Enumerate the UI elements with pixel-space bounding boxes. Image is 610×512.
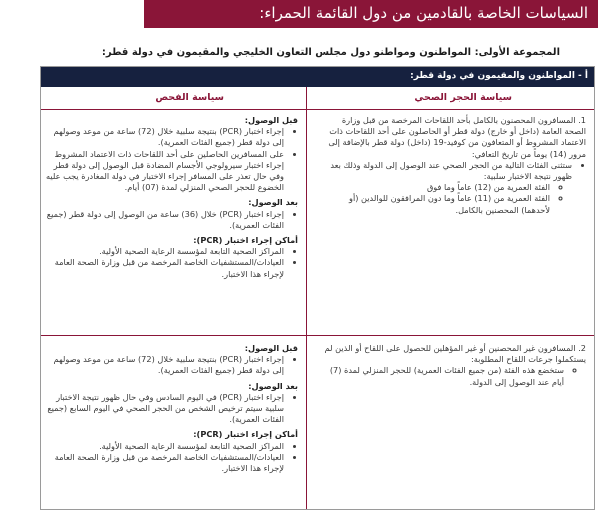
row2-test-place-item: • المراكز الصحية التابعة لمؤسسة الرعاية الصحية الأولية. [46,441,284,452]
row1-test-place-item: • العيادات/المستشفيات الخاصة المرخصة من قبل وزارة الصحة العامة لإجراء هذا الاختبار. [46,257,284,279]
row2-after-item: • إجراء اختبار (PCR) في اليوم السادس وفي حال ظهور نتيجة الاختبار سلبية سيتم ترخيص الشخص من الحجر الصحي في اليوم السابع (جميع الفئات العمرية). [46,392,284,426]
row1-quarantine-sub-item: ◦ الفئة العمرية من (11) عاماً وما دون المرافقون للوالدين (أو لأحدهما) المحصنين بالكامل. [320,193,550,215]
row2-quarantine-bullet: ◦ ستخضع هذه الفئة (من جميع الفئات العمرية) للحجر المنزلي لمدة (7) أيام عند الوصول إلى الدولة. [320,365,564,387]
title-banner [144,0,598,28]
row1-quarantine-sub-item: ◦ الفئة العمرية من (12) عاماً وما فوق [320,182,550,193]
testing-column-header: سياسة الفحص [155,92,224,103]
page-title: السياسات الخاصة بالقادمين من دول القائمة الحمراء: [259,4,588,22]
column-divider [306,87,307,509]
row1-testing-cell [46,115,298,280]
row2-test-place-item: • العيادات/المستشفيات الخاصة المرخصة من قبل وزارة الصحة العامة لإجراء هذا الاختبار. [46,452,284,474]
quarantine-column-header: سياسة الحجر الصحي [414,92,512,103]
row2-test-places-heading: أماكن إجراء اختبار (PCR): [193,429,298,440]
policy-table [40,66,595,510]
row1-quarantine-bullet: • ستثنى الفئات التالية من الحجر الصحي عند الوصول إلى الدولة وذلك بعد ظهور نتيجة الاختبار سلبية: ◦ الفئة العمرية من (12) عاماً وما فوق ◦ الفئة العمرية من (11) عاماً وما دون المرافقون للوالدين (أو لأحدهما) المحصنين بالكامل. [320,160,572,216]
row1-before-item: • إجراء اختبار (PCR) بنتيجة سلبية خلال (72) ساعة من موعد وصولهم إلى دولة قطر (جميع الفئات العمرية). [46,126,284,148]
section-header [41,67,594,87]
group-heading: المجموعة الأولى: المواطنون ومواطنو دول مجلس التعاون الخليجي والمقيمون في دولة قطر: [101,47,560,58]
row1-test-places-heading: أماكن إجراء اختبار (PCR): [193,235,298,246]
row2-quarantine-intro: 2. المسافرون غير المحصنين أو غير المؤهلين للحصول على اللقاح أو الذين لم يستكملوا جرعات اللقاح المطلوبة: [324,343,586,365]
row1-after-arrival-heading: بعد الوصول: [248,197,298,208]
row2-after-arrival-heading: بعد الوصول: [248,380,298,391]
row2-quarantine-cell [320,343,586,388]
section-label: أ - المواطنون والمقيمون في دولة قطر: [410,71,588,81]
row2-testing-cell [46,343,298,474]
column-headers [41,87,594,110]
row1-after-item: • إجراء اختبار (PCR) خلال (36) ساعة من الوصول إلى دولة قطر (جميع الفئات العمرية). [46,209,284,231]
row2-before-item: • إجراء اختبار (PCR) بنتيجة سلبية خلال (72) ساعة من موعد وصولهم إلى دولة قطر (جميع الفئات العمرية). [46,354,284,376]
row-divider [41,335,594,336]
row1-before-item: • على المسافرين الحاصلين على أحد اللقاحات ذات الاعتماد المشروط إجراء اختبار سيرولوجي الأجسام المضادة قبل الوصول إلى دولة قطر وفي حال تعذر على المسافر إجراء الاختبار في دولة المغادرة يجب عليه الخضوع للحجر الصحي المنزلي لمدة (07) أيام. [46,149,284,194]
row1-quarantine-cell [320,115,586,216]
row1-test-place-item: • المراكز الصحية التابعة لمؤسسة الرعاية الصحية الأولية. [46,246,284,257]
row2-before-arrival-heading: قبل الوصول: [244,343,298,353]
row1-quarantine-intro: 1. المسافرون المحصنون بالكامل بأحد اللقاحات المرخصة من قبل وزارة الصحة العامة (داخل أو خارج) دولة قطر أو الحاصلون على أحد اللقاحات ذات الاعتماد المشروط أو المتعافون من كوفيد-19 (داخل) دولة قطر بالإضافة إلى مرور (14) يوماً من تاريخ التعافي: [328,115,586,159]
row1-before-arrival-heading: قبل الوصول: [244,115,298,125]
